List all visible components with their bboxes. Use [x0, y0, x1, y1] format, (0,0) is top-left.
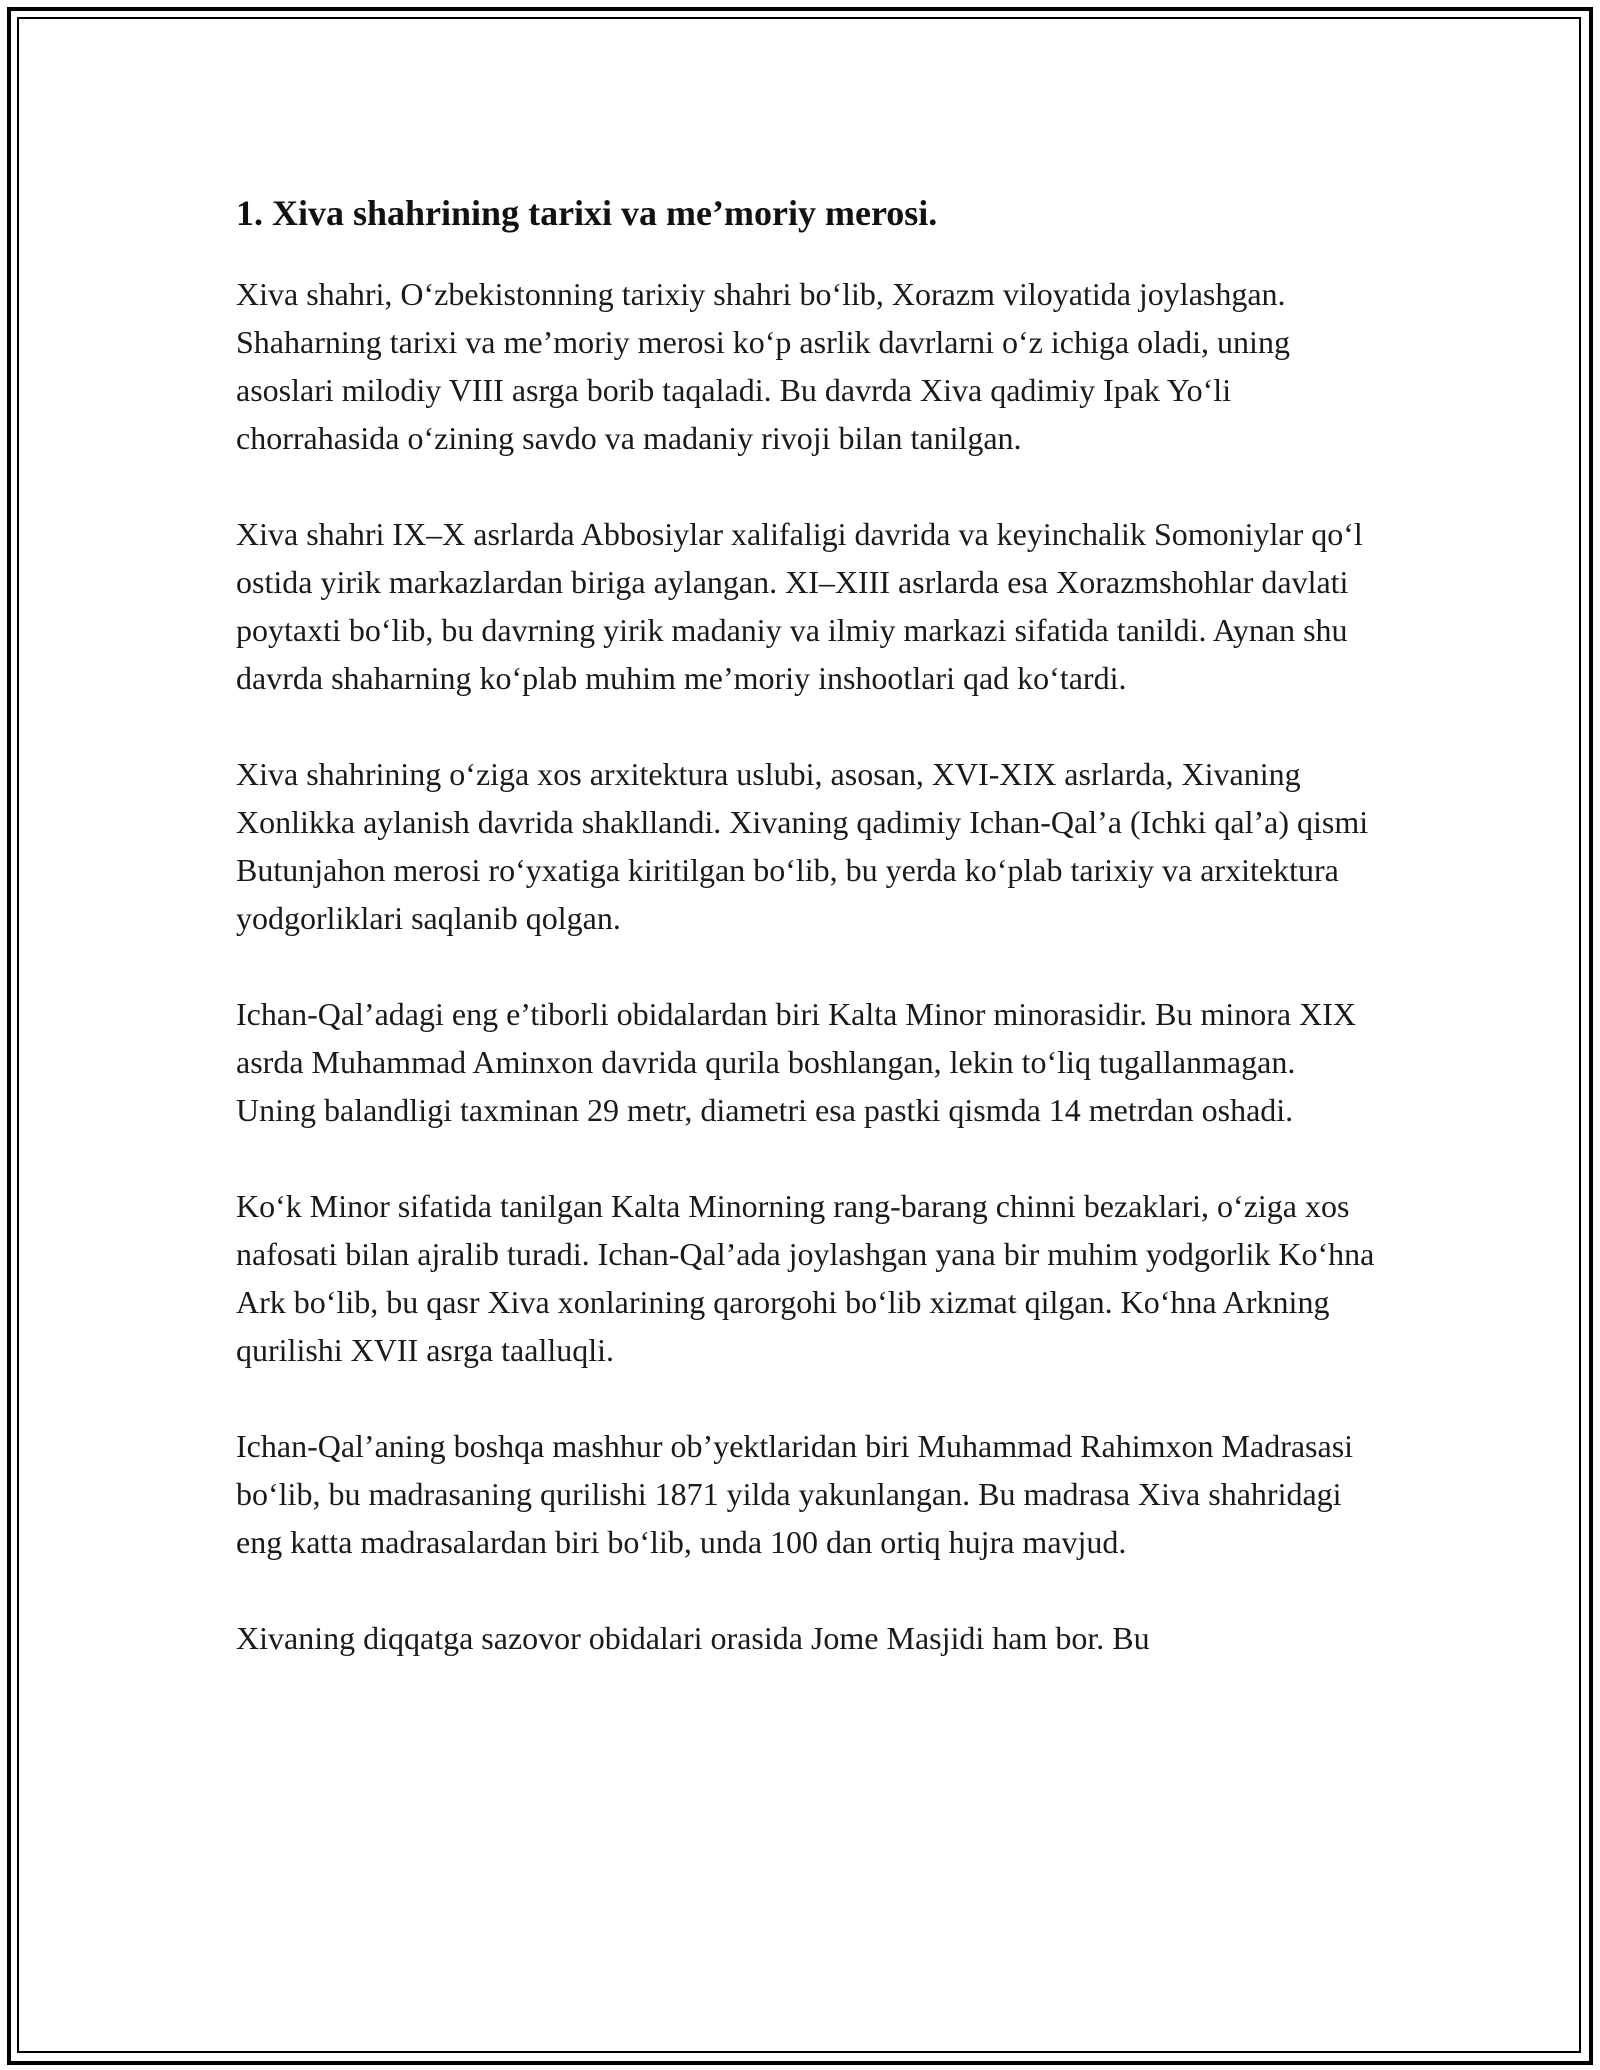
paragraph-1: Xiva shahri, O‘zbekistonning tarixiy shahri bo‘lib, Xorazm viloyatida joylashgan. Shaharning tarixi va me’moriy merosi ko‘p asrlik davrlarni o‘z ichiga oladi, uning asoslari milodiy VIII asrga borib taqaladi. Bu davrda Xiva qadimiy Ipak Yo‘li chorrahasida o‘zining savdo va madaniy rivoji bilan tanilgan.	[236, 276, 1290, 456]
paragraph-4: Ichan-Qal’adagi eng e’tiborli obidalardan biri Kalta Minor minorasidir. Bu minora XIX asrda Muhammad Aminxon davrida qurila boshlangan, lekin to‘liq tugallanmagan. Uning balandligi taxminan 29 metr, diametri esa pastki qismda 14 metrdan oshadi.	[236, 996, 1356, 1128]
paragraph-5: Ko‘k Minor sifatida tanilgan Kalta Minorning rang-barang chinni bezaklari, o‘ziga xos nafosati bilan ajralib turadi. Ichan-Qal’ada joylashgan yana bir muhim yodgorlik Ko‘hna Ark bo‘lib, bu qasr Xiva xonlarining qarorgohi bo‘lib xizmat qilgan. Ko‘hna Arkning qurilishi XVII asrga taalluqli.	[236, 1188, 1375, 1368]
paragraph-3: Xiva shahrining o‘ziga xos arxitektura uslubi, asosan, XVI-XIX asrlarda, Xivaning Xonlikka aylanish davrida shakllandi. Xivaning qadimiy Ichan-Qal’a (Ichki qal’a) qismi Butunjahon merosi ro‘yxatiga kiritilgan bo‘lib, bu yerda ko‘plab tarixiy va arxitektura yodgorliklari saqlanib qolgan.	[236, 756, 1369, 936]
paragraph-6: Ichan-Qal’aning boshqa mashhur ob’yektlaridan biri Muhammad Rahimxon Madrasasi bo‘lib, bu madrasaning qurilishi 1871 yilda yakunlangan. Bu madrasa Xiva shahridagi eng katta madrasalardan biri bo‘lib, unda 100 dan ortiq hujra mavjud.	[236, 1428, 1354, 1560]
document-body	[236, 188, 1376, 1662]
paragraph-2: Xiva shahri IX–X asrlarda Abbosiylar xalifaligi davrida va keyinchalik Somoniylar qo‘l ostida yirik markazlardan biriga aylangan. XI–XIII asrlarda esa Xorazmshohlar davlati poytaxti bo‘lib, bu davrning yirik madaniy va ilmiy markazi sifatida tanildi. Aynan shu davrda shaharning ko‘plab muhim me’moriy inshootlari qad ko‘tardi.	[236, 516, 1363, 696]
paragraph-7: Xivaning diqqatga sazovor obidalari orasida Jome Masjidi ham bor. Bu	[236, 1620, 1150, 1656]
section-heading: 1. Xiva shahrining tarixi va me’moriy merosi.	[236, 193, 938, 233]
